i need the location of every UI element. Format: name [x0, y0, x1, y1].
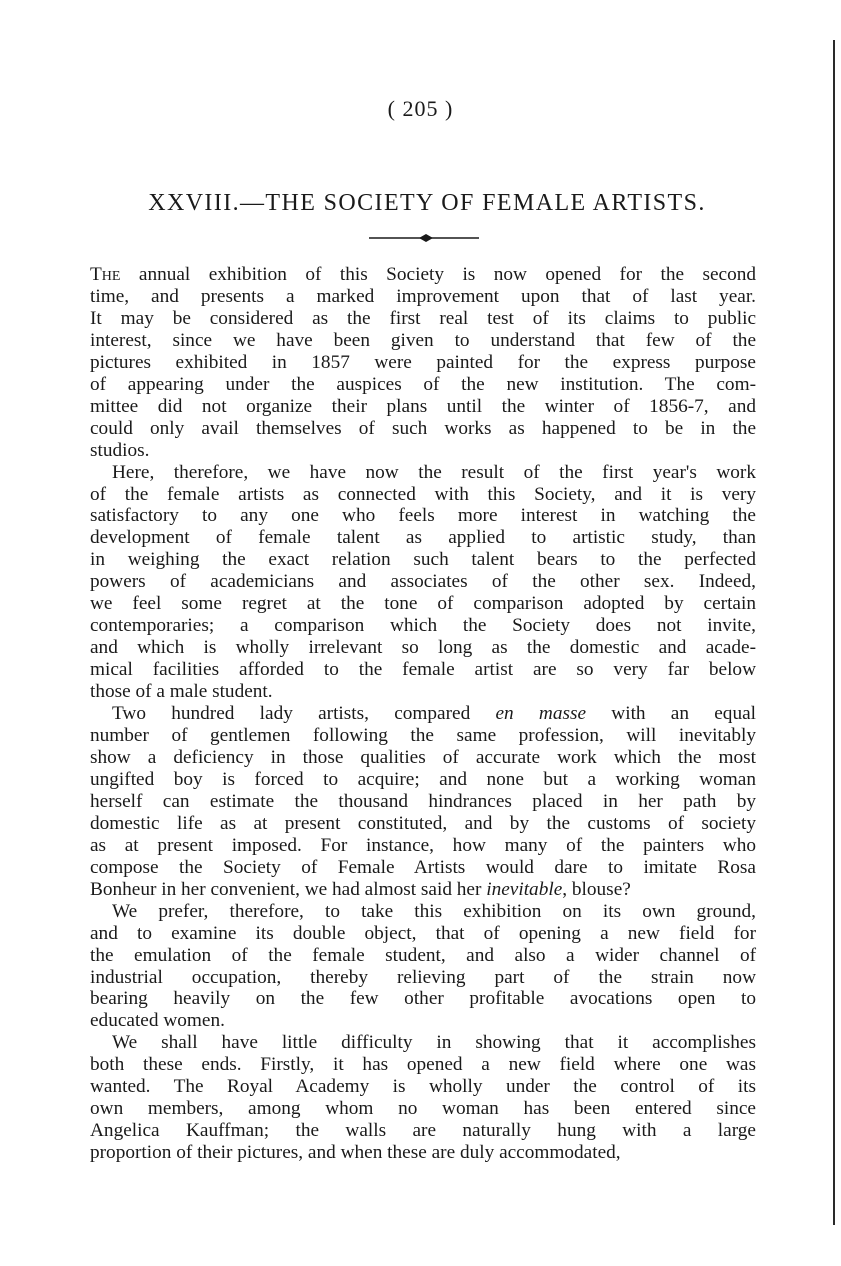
text-line: satisfactory to any one who feels more interest in watching the — [90, 505, 756, 527]
text-line: It may be considered as the first real test of its claims to public — [90, 307, 756, 329]
text-line: those of a male student. — [90, 681, 273, 703]
text-line: could only avail themselves of such works as happened to be in the — [90, 417, 756, 439]
text-line: of appearing under the auspices of the new institution. The com- — [90, 373, 756, 395]
text-line: and to examine its double object, that of opening a new field for — [90, 922, 756, 944]
text-line: Two hundred lady artists, compared en masse with an equal — [112, 703, 756, 725]
text-line: time, and presents a marked improvement upon that of last year. — [90, 285, 756, 307]
text-line: wanted. The Royal Academy is wholly under the control of its — [90, 1076, 756, 1098]
paragraph — [90, 264, 756, 462]
text-line: pictures exhibited in 1857 were painted for the express purpose — [90, 351, 756, 373]
text-line: bearing heavily on the few other profitable avocations open to — [90, 988, 756, 1010]
text-line: Angelica Kauffman; the walls are naturally hung with a large — [90, 1120, 756, 1142]
text-line: we feel some regret at the tone of comparison adopted by certain — [90, 593, 756, 615]
text-line: We shall have little difficulty in showing that it accomplishes — [112, 1032, 756, 1054]
text-line: own members, among whom no woman has been entered since — [90, 1098, 756, 1120]
paragraph — [90, 901, 756, 1033]
text-line: in weighing the exact relation such talent bears to the perfected — [90, 549, 756, 571]
text-line: as at present imposed. For instance, how many of the painters who — [90, 834, 756, 856]
text-line: show a deficiency in those qualities of accurate work which the most — [90, 746, 756, 768]
page-number: ( 205 ) — [387, 96, 454, 121]
text-line: Bonheur in her convenient, we had almost said her inevitable, blouse? — [90, 878, 631, 900]
paragraph — [90, 703, 756, 901]
title-ornament-icon — [369, 231, 479, 245]
text-line: studios. — [90, 439, 150, 461]
text-line: Here, therefore, we have now the result of the first year's work — [112, 461, 756, 483]
text-line: ungifted boy is forced to acquire; and none but a working woman — [90, 768, 756, 790]
text-line: mittee did not organize their plans until the winter of 1856-7, and — [90, 395, 756, 417]
text-line: compose the Society of Female Artists would dare to imitate Rosa — [90, 856, 756, 878]
text-line: industrial occupation, thereby relieving part of the strain now — [90, 966, 756, 988]
text-line: of the female artists as connected with this Society, and it is very — [90, 483, 756, 505]
text-line: the emulation of the female student, and also a wider channel of — [90, 944, 756, 966]
text-line: mical facilities afforded to the female artist are so very far below — [90, 659, 756, 681]
article-title: XXVIII.—THE SOCIETY OF FEMALE ARTISTS. — [148, 190, 706, 216]
text-line: proportion of their pictures, and when these are duly accommodated, — [90, 1142, 621, 1164]
paragraph — [90, 1032, 756, 1164]
text-line: domestic life as at present constituted, and by the customs of society — [90, 812, 756, 834]
text-line: powers of academicians and associates of the other sex. Indeed, — [90, 571, 756, 593]
text-line: educated women. — [90, 1010, 225, 1032]
page-edge-line — [833, 40, 835, 1225]
text-line: interest, since we have been given to understand that few of the — [90, 329, 756, 351]
text-line: development of female talent as applied to artistic study, than — [90, 527, 756, 549]
text-line: and which is wholly irrelevant so long as the domestic and acade- — [90, 637, 756, 659]
paragraph — [90, 462, 756, 703]
text-line: both these ends. Firstly, it has opened a new field where one was — [90, 1054, 756, 1076]
text-line: The annual exhibition of this Society is now opened for the second — [90, 264, 756, 285]
text-line: herself can estimate the thousand hindrances placed in her path by — [90, 790, 756, 812]
article-body — [90, 264, 756, 1164]
text-line: We prefer, therefore, to take this exhibition on its own ground, — [112, 900, 756, 922]
text-line: contemporaries; a comparison which the Society does not invite, — [90, 615, 756, 637]
text-line: number of gentlemen following the same profession, will inevitably — [90, 725, 756, 747]
